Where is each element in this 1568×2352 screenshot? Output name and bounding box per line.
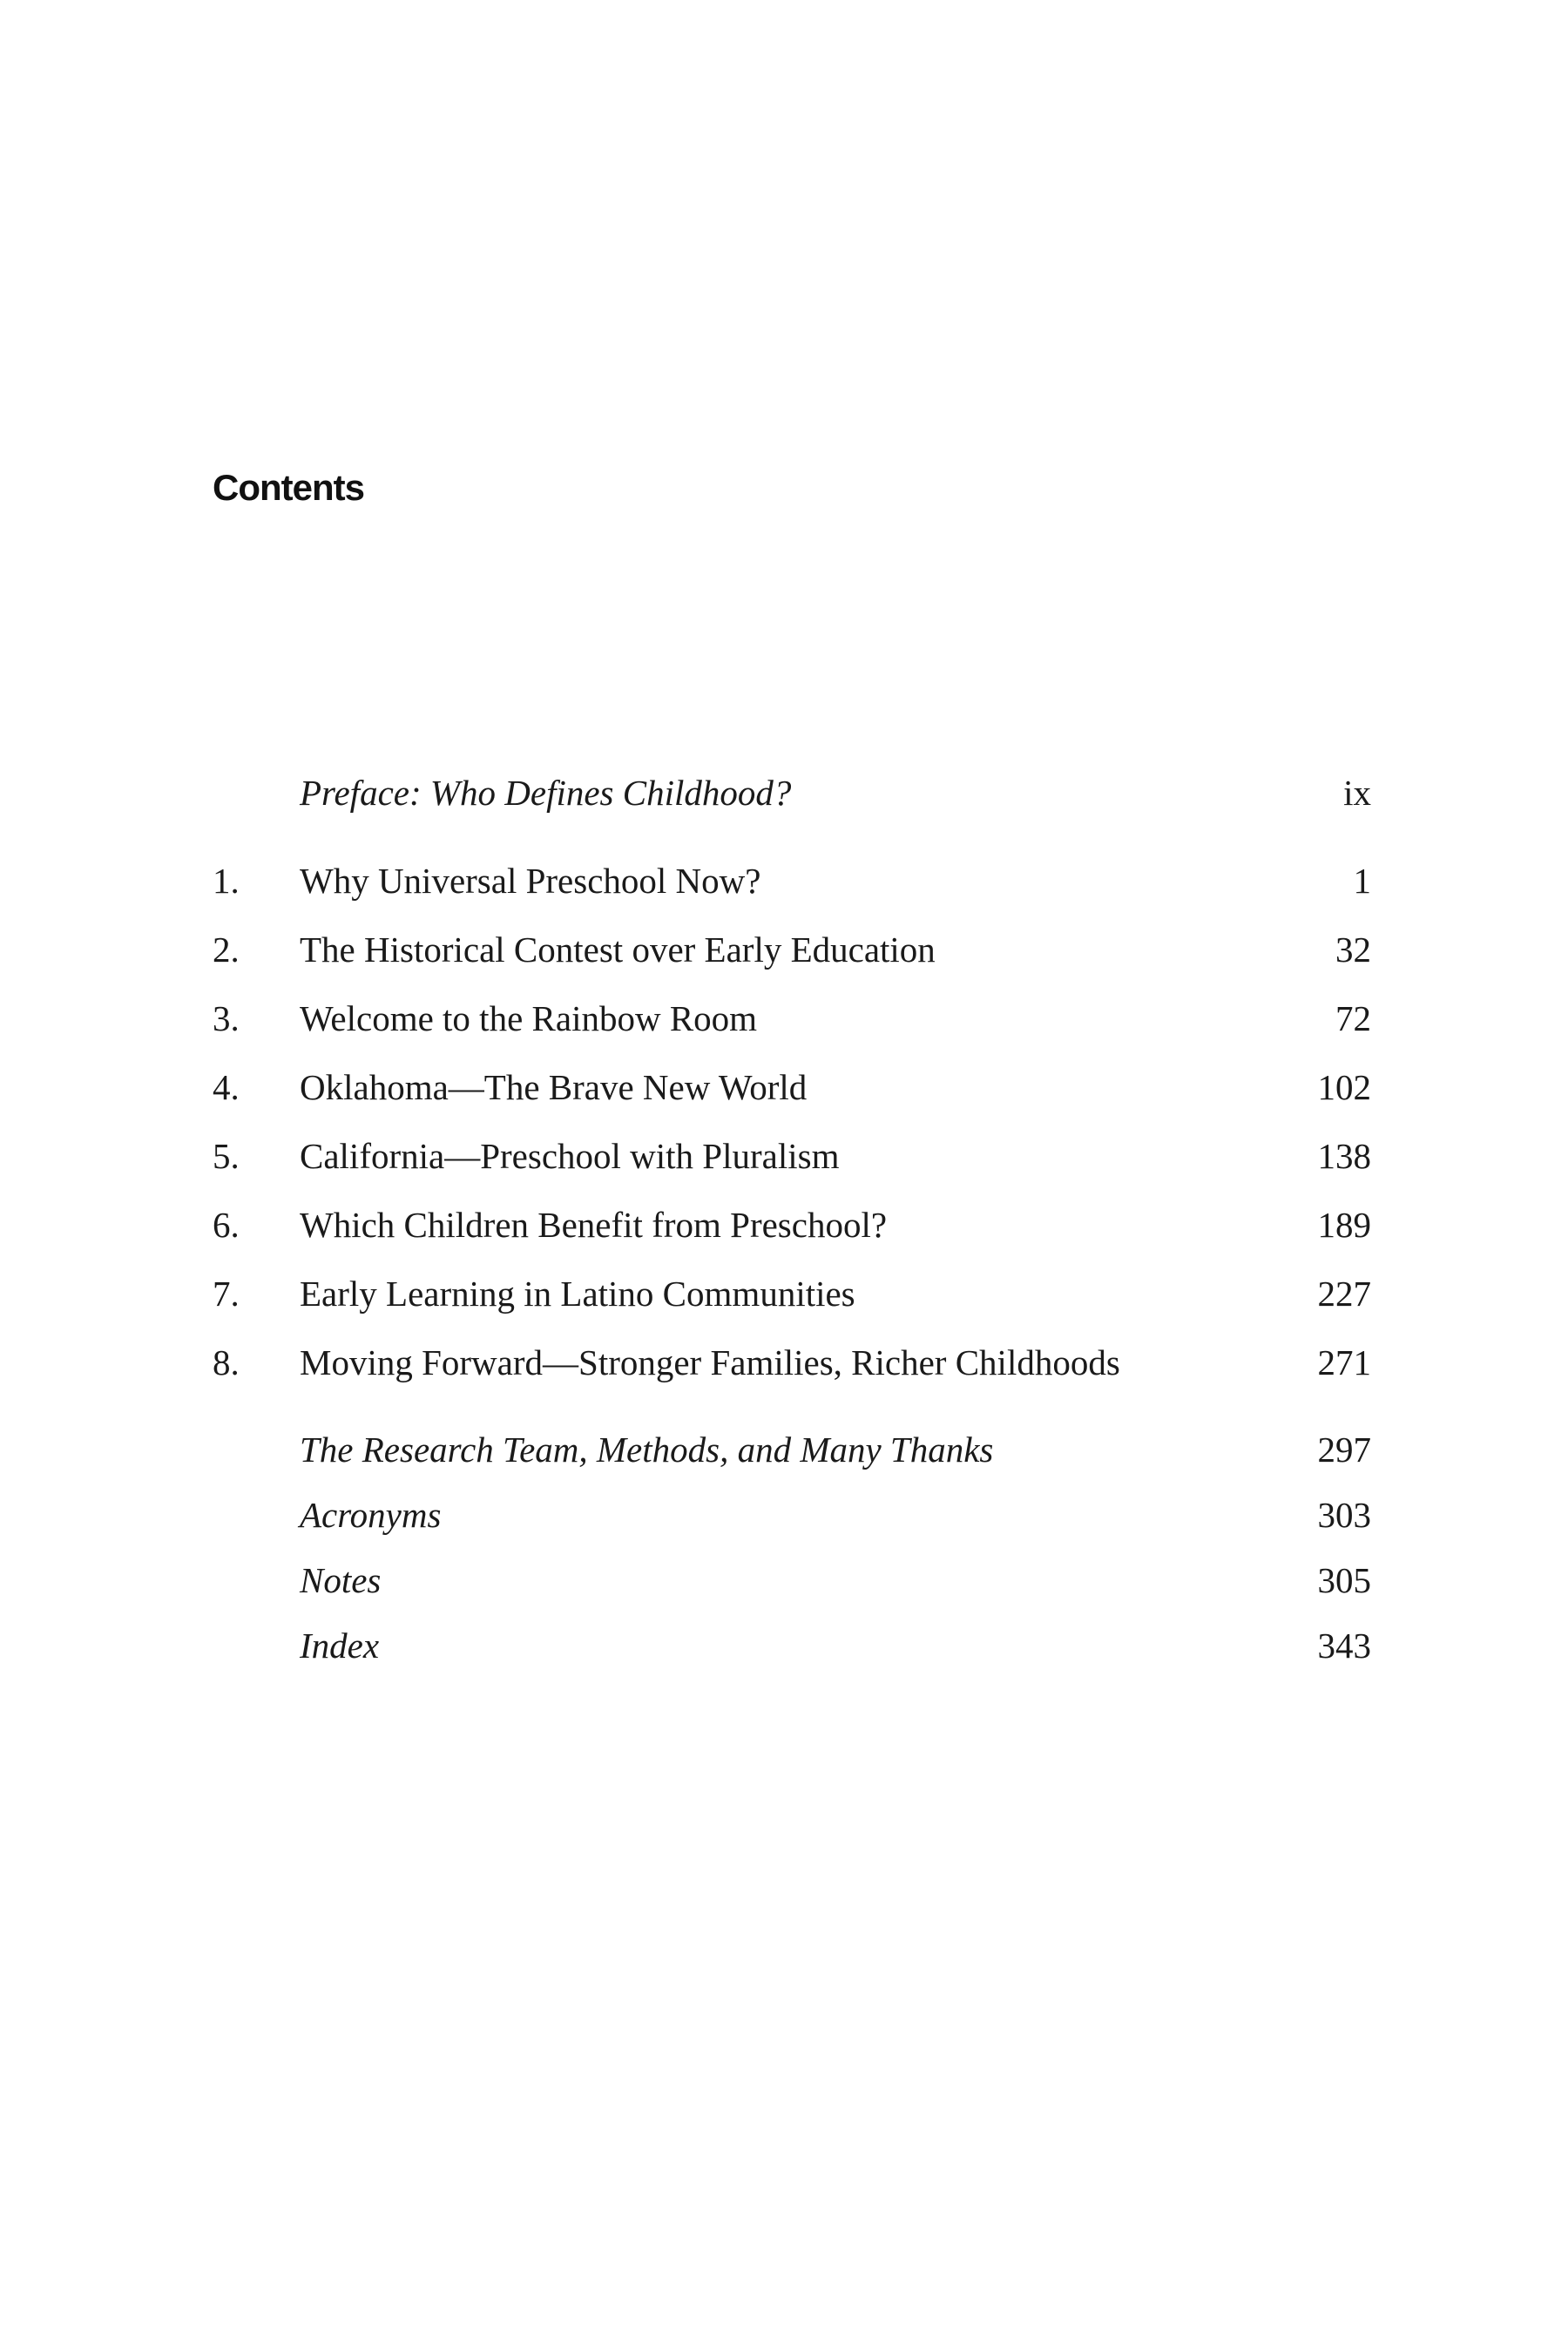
toc-entry-preface (213, 767, 1371, 819)
toc-entry-page: 1 (1353, 861, 1371, 901)
chapter-number: 7. (213, 1274, 240, 1314)
toc-entry-title: Moving Forward—Stronger Families, Richer Childhoods (300, 1342, 1120, 1382)
toc-entry-title: Oklahoma—The Brave New World (300, 1067, 808, 1107)
toc-entry-page: 227 (1317, 1274, 1371, 1314)
toc-entry-page: 138 (1317, 1136, 1371, 1176)
chapter-number: 6. (213, 1205, 240, 1245)
toc-entry-page: 189 (1317, 1205, 1371, 1245)
toc-entry-page: 303 (1317, 1495, 1371, 1535)
toc-entry-index (213, 1619, 1371, 1672)
toc-entry-chapter-6 (213, 1199, 1371, 1251)
chapter-number: 5. (213, 1136, 240, 1176)
toc-entry-chapter-7 (213, 1267, 1371, 1320)
toc-entry-title: Welcome to the Rainbow Room (300, 998, 758, 1038)
toc-entry-title: Index (300, 1625, 380, 1666)
toc-entry-title: Notes (300, 1560, 382, 1600)
chapter-number: 4. (213, 1067, 240, 1107)
toc-entry-page: 72 (1335, 998, 1371, 1038)
toc-entry-chapter-4 (213, 1061, 1371, 1113)
toc-entry-title: Acronyms (300, 1495, 442, 1535)
toc-entry-title: Preface: Who Defines Childhood? (300, 773, 792, 813)
toc-entry-page: 102 (1317, 1067, 1371, 1107)
toc-entry-page: 297 (1317, 1429, 1371, 1470)
toc-entry-chapter-5 (213, 1130, 1371, 1182)
contents-heading: Contents (213, 467, 364, 508)
toc-entry-notes (213, 1554, 1371, 1606)
chapter-number: 3. (213, 998, 240, 1038)
toc-entry-title: The Research Team, Methods, and Many Thanks (300, 1429, 994, 1470)
toc-entry-chapter-2 (213, 923, 1371, 976)
chapter-number: 2. (213, 929, 240, 970)
toc-entry-page: ix (1343, 773, 1371, 813)
toc-entry-title: The Historical Contest over Early Education (300, 929, 936, 970)
toc-entry-title: Early Learning in Latino Communities (300, 1274, 855, 1314)
toc-entry-page: 305 (1317, 1560, 1371, 1600)
toc-entry-title: Why Universal Preschool Now? (300, 861, 761, 901)
toc-entry-page: 32 (1335, 929, 1371, 970)
toc-entry-chapter-3 (213, 992, 1371, 1044)
toc-entry-page: 343 (1317, 1625, 1371, 1666)
toc-entry-title: California—Preschool with Pluralism (300, 1136, 840, 1176)
toc-entry-page: 271 (1317, 1342, 1371, 1382)
toc-entry-research-team (213, 1423, 1371, 1476)
toc-entry-acronyms (213, 1489, 1371, 1541)
toc-entry-chapter-1 (213, 855, 1371, 907)
chapter-number: 8. (213, 1342, 240, 1382)
toc-entry-title: Which Children Benefit from Preschool? (300, 1205, 888, 1245)
toc-entry-chapter-8 (213, 1336, 1371, 1389)
chapter-number: 1. (213, 861, 240, 901)
